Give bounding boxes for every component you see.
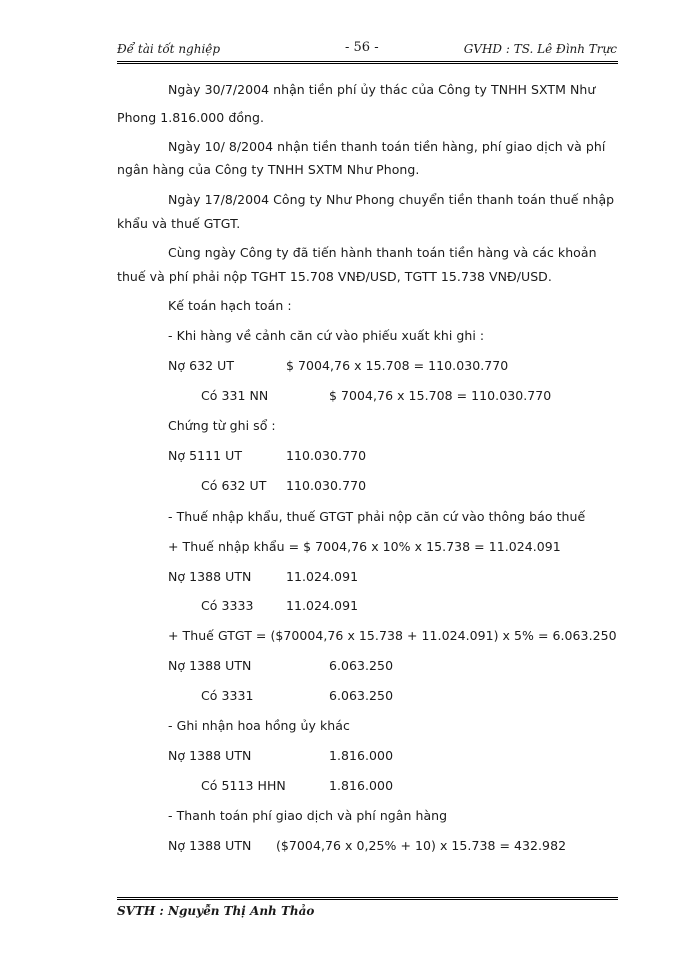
entry-no1388-1-account: Nợ 1388 UTN [168,569,252,584]
entry-no1388-1-amount: 11.024.091 [286,569,359,584]
paragraph-2-line-1: Ngày 10/ 8/2004 nhận tiền thanh toán tiền hàng, phí giao dịch và phí [168,139,606,154]
ke-toan-heading: Kế toán hạch toán : [168,298,292,313]
hoa-hong-text: - Ghi nhận hoa hồng ủy khác [168,718,350,733]
entry-co5113-account: Có 5113 HHN [201,778,286,793]
khi-hang-text: - Khi hàng về cảnh căn cứ vào phiếu xuất khi ghi : [168,328,485,343]
paragraph-2-line-2: ngân hàng của Công ty TNHH SXTM Như Phong. [117,162,420,177]
paragraph-4-line-1: Cùng ngày Công ty đã tiến hành thanh toán tiền hàng và các khoản [168,245,597,260]
entry-co3333-account: Có 3333 [201,598,254,613]
entry-no632-amount: $ 7004,76 x 15.708 = 110.030.770 [286,358,509,373]
gtgt-calc: + Thuế GTGT = ($70004,76 x 15.738 + 11.024.091) x 5% = 6.063.250 [168,628,617,643]
paragraph-1-line-2: Phong 1.816.000 đồng. [117,110,264,125]
paragraph-4-line-2: thuế và phí phải nộp TGHT 15.708 VNĐ/USD, TGTT 15.738 VNĐ/USD. [117,269,552,284]
entry-co3331-account: Có 3331 [201,688,254,703]
entry-no1388-3-amount: 1.816.000 [329,748,394,763]
thue-nk-calc: + Thuế nhập khẩu = $ 7004,76 x 10% x 15.738 = 11.024.091 [168,539,561,554]
entry-co3331-amount: 6.063.250 [329,688,394,703]
paragraph-1-line-1: Ngày 30/7/2004 nhận tiền phí ủy thác của Công ty TNHH SXTM Như [168,82,596,97]
entry-no632-account: Nợ 632 UT [168,358,235,373]
entry-no5111-account: Nợ 5111 UT [168,448,243,463]
advisor: GVHD : TS. Lê Đình Trực [463,42,617,56]
footer-author: SVTH : Nguyễn Thị Anh Thảo [117,904,315,918]
footer-rule [117,897,618,900]
entry-co331-account: Có 331 NN [201,388,269,403]
entry-co632-amount: 110.030.770 [286,478,367,493]
entry-no1388-3-account: Nợ 1388 UTN [168,748,252,763]
chung-tu-heading: Chứng từ ghi sổ : [168,418,276,433]
entry-no1388-4-amount: ($7004,76 x 0,25% + 10) x 15.738 = 432.982 [276,838,567,853]
thanh-toan-text: - Thanh toán phí giao dịch và phí ngân hàng [168,808,448,823]
entry-no1388-4-account: Nợ 1388 UTN [168,838,252,853]
entry-no5111-amount: 110.030.770 [286,448,367,463]
page-number: - 56 - [345,40,379,55]
entry-no1388-2-account: Nợ 1388 UTN [168,658,252,673]
entry-no1388-2-amount: 6.063.250 [329,658,394,673]
thue-nk-text: - Thuế nhập khẩu, thuế GTGT phải nộp căn cứ vào thông báo thuế [168,509,586,524]
entry-co5113-amount: 1.816.000 [329,778,394,793]
thesis-title: Để tài tốt nghiệp [117,42,221,56]
entry-co3333-amount: 11.024.091 [286,598,359,613]
paragraph-3-line-2: khẩu và thuế GTGT. [117,216,241,231]
paragraph-3-line-1: Ngày 17/8/2004 Công ty Như Phong chuyển tiền thanh toán thuế nhập [168,192,615,207]
entry-co331-amount: $ 7004,76 x 15.708 = 110.030.770 [329,388,552,403]
entry-co632-account: Có 632 UT [201,478,267,493]
